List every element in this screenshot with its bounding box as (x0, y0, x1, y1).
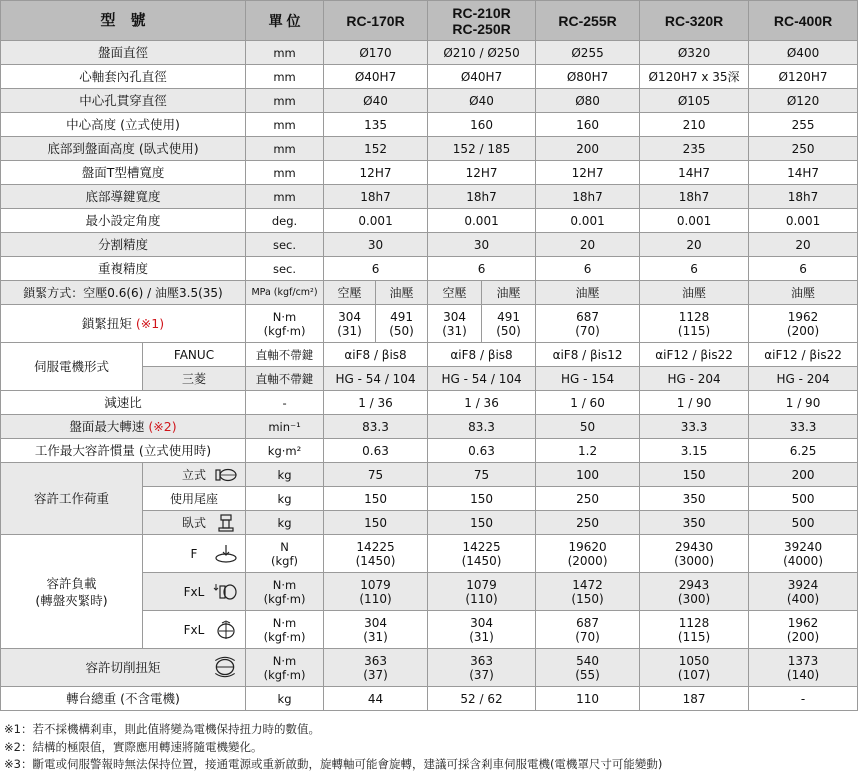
cell: 18h7 (428, 185, 536, 209)
cell: 350 (640, 487, 749, 511)
cell: 152 / 185 (428, 137, 536, 161)
cell: 540 (55) (536, 649, 640, 687)
sub-label-fxl (143, 573, 246, 611)
cell: 油壓 (640, 281, 749, 305)
row-unit: mm (246, 89, 324, 113)
cell: 6 (428, 257, 536, 281)
cell: 12H7 (536, 161, 640, 185)
row-unit: mm (246, 41, 324, 65)
model-rc320r: RC-320R (640, 1, 749, 41)
cell: 39240 (4000) (749, 535, 858, 573)
row-label: 工作最大容許慣量 (立式使用時) (1, 439, 246, 463)
sub-label-fxl (143, 611, 246, 649)
sub-label-text: 臥式 (182, 515, 207, 530)
cell: Ø320 (640, 41, 749, 65)
sub-label-tailstock: 使用尾座 (143, 487, 246, 511)
row-table-dia (1, 41, 858, 65)
cell: 350 (640, 511, 749, 535)
cell: 6.25 (749, 439, 858, 463)
cell: 304 (31) (324, 305, 376, 343)
side-moment-icon (213, 582, 239, 602)
row-label: 轉台總重 (不含電機) (1, 687, 246, 711)
cell: 200 (536, 137, 640, 161)
row-t-slot (1, 161, 858, 185)
cell: 150 (428, 487, 536, 511)
cell: Ø40H7 (324, 65, 428, 89)
row-unit: N (kgf) (246, 535, 324, 573)
cell-air: 空壓 (428, 281, 482, 305)
cell: 3.15 (640, 439, 749, 463)
cell: 150 (640, 463, 749, 487)
cell: Ø120H7 (749, 65, 858, 89)
row-spindle-bore (1, 65, 858, 89)
row-index-accuracy (1, 233, 858, 257)
cell: 1128 (115) (640, 611, 749, 649)
cell: 0.001 (749, 209, 858, 233)
cell: Ø80H7 (536, 65, 640, 89)
row-label: 伺服電機形式 (1, 343, 143, 391)
sub-label-fanuc: FANUC (143, 343, 246, 367)
cell: 150 (428, 511, 536, 535)
cell: 30 (428, 233, 536, 257)
cell: 20 (640, 233, 749, 257)
row-unit: mm (246, 185, 324, 209)
row-unit: N·m (kgf·m) (246, 611, 324, 649)
row-label: 中心孔貫穿直徑 (1, 89, 246, 113)
row-unit: mm (246, 161, 324, 185)
row-unit: N·m (kgf·m) (246, 305, 324, 343)
cell: 油壓 (749, 281, 858, 305)
row-clamp-method (1, 281, 858, 305)
row-label: 盤面T型槽寬度 (1, 161, 246, 185)
cell: 18h7 (324, 185, 428, 209)
row-unit: min⁻¹ (246, 415, 324, 439)
cell: 0.001 (536, 209, 640, 233)
cell: 160 (428, 113, 536, 137)
row-unit: kg (246, 511, 324, 535)
row-unit: kg (246, 463, 324, 487)
footnote: ※3：斷電或伺服警報時無法保持位置，接通電源或重新啟動，旋轉軸可能會旋轉，建議可採含剎車伺服電機(電機罩尺寸可能變動) (4, 757, 663, 771)
cell: Ø170 (324, 41, 428, 65)
cell: 0.001 (324, 209, 428, 233)
cell: 33.3 (640, 415, 749, 439)
row-label (1, 415, 246, 439)
label-text: 鎖緊扭矩 (81, 315, 132, 331)
row-center-height (1, 113, 858, 137)
cell: 1962 (200) (749, 611, 858, 649)
cell: 0.001 (640, 209, 749, 233)
cell: 29430 (3000) (640, 535, 749, 573)
row-unit: mm (246, 113, 324, 137)
row-unit: sec. (246, 257, 324, 281)
row-label (1, 305, 246, 343)
cell: 1472 (150) (536, 573, 640, 611)
cell: 1079 (110) (324, 573, 428, 611)
cell: 152 (324, 137, 428, 161)
row-label: 底部到盤面高度 (臥式使用) (1, 137, 246, 161)
header-row (1, 1, 858, 41)
cell: 687 (70) (536, 611, 640, 649)
note-ref: (※2) (148, 418, 177, 434)
cell: 100 (536, 463, 640, 487)
row-label: 心軸套內孔直徑 (1, 65, 246, 89)
row-unit: mm (246, 65, 324, 89)
cell: 150 (324, 487, 428, 511)
cell: 12H7 (324, 161, 428, 185)
cell: 14225 (1450) (428, 535, 536, 573)
cell: 83.3 (428, 415, 536, 439)
cell: 687 (70) (536, 305, 640, 343)
cell: HG - 204 (640, 367, 749, 391)
cell: 363 (37) (428, 649, 536, 687)
cell: 20 (749, 233, 858, 257)
cell: HG - 204 (749, 367, 858, 391)
cell: 6 (324, 257, 428, 281)
row-label: 容許工作荷重 (1, 463, 143, 535)
cell: 1079 (110) (428, 573, 536, 611)
row-unit: MPa (kgf/cm²) (246, 281, 324, 305)
cell: 14225 (1450) (324, 535, 428, 573)
cell: Ø80 (536, 89, 640, 113)
cell: 304 (31) (428, 611, 536, 649)
cell: 250 (536, 487, 640, 511)
row-unit: kg·m² (246, 439, 324, 463)
label-text: 盤面最大轉速 (69, 418, 145, 434)
cell-air: 空壓 (324, 281, 376, 305)
row-unit: 直軸不帶鍵 (246, 343, 324, 367)
row-unit: deg. (246, 209, 324, 233)
cell: 304 (31) (428, 305, 482, 343)
row-label: 重複精度 (1, 257, 246, 281)
cell: 50 (536, 415, 640, 439)
cell: 1 / 90 (640, 391, 749, 415)
cell: HG - 54 / 104 (324, 367, 428, 391)
cell: 1962 (200) (749, 305, 858, 343)
cell: 18h7 (536, 185, 640, 209)
cell: 500 (749, 487, 858, 511)
model-header: 型 號 (1, 1, 246, 41)
sub-label-mitsubishi: 三菱 (143, 367, 246, 391)
cell: 255 (749, 113, 858, 137)
cell: 110 (536, 687, 640, 711)
row-label: 盤面直徑 (1, 41, 246, 65)
axial-force-icon (213, 544, 239, 564)
cell: 0.001 (428, 209, 536, 233)
footnote: ※2：結構的極限值，實際應用轉速將隨電機變化。 (4, 739, 263, 754)
cell: αiF12 / βis22 (640, 343, 749, 367)
cell: 160 (536, 113, 640, 137)
sub-label-f (143, 535, 246, 573)
cell: 52 / 62 (428, 687, 536, 711)
row-unit: - (246, 391, 324, 415)
cell: 210 (640, 113, 749, 137)
row-label: 底部導鍵寬度 (1, 185, 246, 209)
cell: 250 (749, 137, 858, 161)
cell: Ø40 (324, 89, 428, 113)
cell: 30 (324, 233, 428, 257)
row-weight (1, 687, 858, 711)
cell: 油壓 (536, 281, 640, 305)
cell: 6 (536, 257, 640, 281)
cell: 135 (324, 113, 428, 137)
cell: 491 (50) (376, 305, 428, 343)
row-key-width (1, 185, 858, 209)
cell: Ø40 (428, 89, 536, 113)
unit-header: 單 位 (246, 1, 324, 41)
cell: 1 / 36 (324, 391, 428, 415)
cell: Ø120H7 x 35深 (640, 65, 749, 89)
sub-label-vertical (143, 463, 246, 487)
tilting-moment-icon (213, 620, 239, 640)
sub-label-horizontal (143, 511, 246, 535)
row-label: 容許負載 (轉盤夾緊時) (1, 535, 143, 649)
cell: Ø40H7 (428, 65, 536, 89)
row-reduction (1, 391, 858, 415)
model-rc400r: RC-400R (749, 1, 858, 41)
cell: - (749, 687, 858, 711)
cell: 14H7 (749, 161, 858, 185)
sub-label-text: FxL (183, 622, 205, 637)
cell: 1.2 (536, 439, 640, 463)
row-label: 最小設定角度 (1, 209, 246, 233)
row-base-to-table (1, 137, 858, 161)
cell: 200 (749, 463, 858, 487)
cell: 6 (640, 257, 749, 281)
cell: Ø120 (749, 89, 858, 113)
cell: 14H7 (640, 161, 749, 185)
cell: 44 (324, 687, 428, 711)
cell: 33.3 (749, 415, 858, 439)
cell: 0.63 (428, 439, 536, 463)
cell: 150 (324, 511, 428, 535)
note-ref: (※1) (135, 315, 165, 331)
row-inertia (1, 439, 858, 463)
row-unit: N·m (kgf·m) (246, 573, 324, 611)
cell: 1373 (140) (749, 649, 858, 687)
footnotes (4, 721, 662, 774)
cell: 1 / 90 (749, 391, 858, 415)
cell: 235 (640, 137, 749, 161)
cell: αiF12 / βis22 (749, 343, 858, 367)
cell: αiF8 / βis8 (324, 343, 428, 367)
cutting-torque-icon (211, 655, 239, 681)
cell: αiF8 / βis8 (428, 343, 536, 367)
cell: αiF8 / βis12 (536, 343, 640, 367)
cell: 500 (749, 511, 858, 535)
label-text: 容許切削扭矩 (85, 659, 161, 675)
cell: 2943 (300) (640, 573, 749, 611)
row-max-speed (1, 415, 858, 439)
row-label: 鎖緊方式：空壓0.6(6) / 油壓3.5(35) (1, 281, 246, 305)
sub-label-text: 立式 (182, 467, 207, 482)
cell-oil: 油壓 (376, 281, 428, 305)
cell: 75 (428, 463, 536, 487)
cell: 6 (749, 257, 858, 281)
row-unit: sec. (246, 233, 324, 257)
cell: 0.63 (324, 439, 428, 463)
cell: Ø210 / Ø250 (428, 41, 536, 65)
cell: 1128 (115) (640, 305, 749, 343)
row-unit: kg (246, 687, 324, 711)
model-rc210r-rc250r: RC-210R RC-250R (428, 1, 536, 41)
cell: 1 / 60 (536, 391, 640, 415)
cell: 363 (37) (324, 649, 428, 687)
cell: 304 (31) (324, 611, 428, 649)
row-unit: N·m (kgf·m) (246, 649, 324, 687)
cell: Ø255 (536, 41, 640, 65)
row-unit: mm (246, 137, 324, 161)
row-unit: 直軸不帶鍵 (246, 367, 324, 391)
cell-oil: 油壓 (482, 281, 536, 305)
row-unit: kg (246, 487, 324, 511)
cell: HG - 54 / 104 (428, 367, 536, 391)
cell: HG - 154 (536, 367, 640, 391)
row-repeat-accuracy (1, 257, 858, 281)
vertical-mount-icon (213, 465, 239, 485)
sub-label-text: FxL (183, 584, 205, 599)
row-allowload-f (1, 535, 858, 573)
cell: Ø105 (640, 89, 749, 113)
cell: 491 (50) (482, 305, 536, 343)
row-label: 中心高度 (立式使用) (1, 113, 246, 137)
cell: 3924 (400) (749, 573, 858, 611)
row-cutting-torque (1, 649, 858, 687)
row-label (1, 649, 246, 687)
row-label: 分割精度 (1, 233, 246, 257)
row-workload-vertical (1, 463, 858, 487)
cell: 12H7 (428, 161, 536, 185)
model-rc255r: RC-255R (536, 1, 640, 41)
cell: 18h7 (749, 185, 858, 209)
cell: 20 (536, 233, 640, 257)
row-servo-fanuc (1, 343, 858, 367)
cell: 75 (324, 463, 428, 487)
cell: 1050 (107) (640, 649, 749, 687)
sub-label-text: F (190, 546, 198, 561)
row-min-angle (1, 209, 858, 233)
footnote: ※1：若不採機構剎車，則此值將變為電機保持扭力時的數值。 (4, 722, 320, 736)
cell: Ø400 (749, 41, 858, 65)
horizontal-mount-icon (213, 513, 239, 533)
cell: 1 / 36 (428, 391, 536, 415)
cell: 83.3 (324, 415, 428, 439)
row-label: 減速比 (1, 391, 246, 415)
cell: 18h7 (640, 185, 749, 209)
row-center-through (1, 89, 858, 113)
cell: 250 (536, 511, 640, 535)
model-rc170r: RC-170R (324, 1, 428, 41)
row-clamp-torque (1, 305, 858, 343)
cell: 19620 (2000) (536, 535, 640, 573)
cell: 187 (640, 687, 749, 711)
